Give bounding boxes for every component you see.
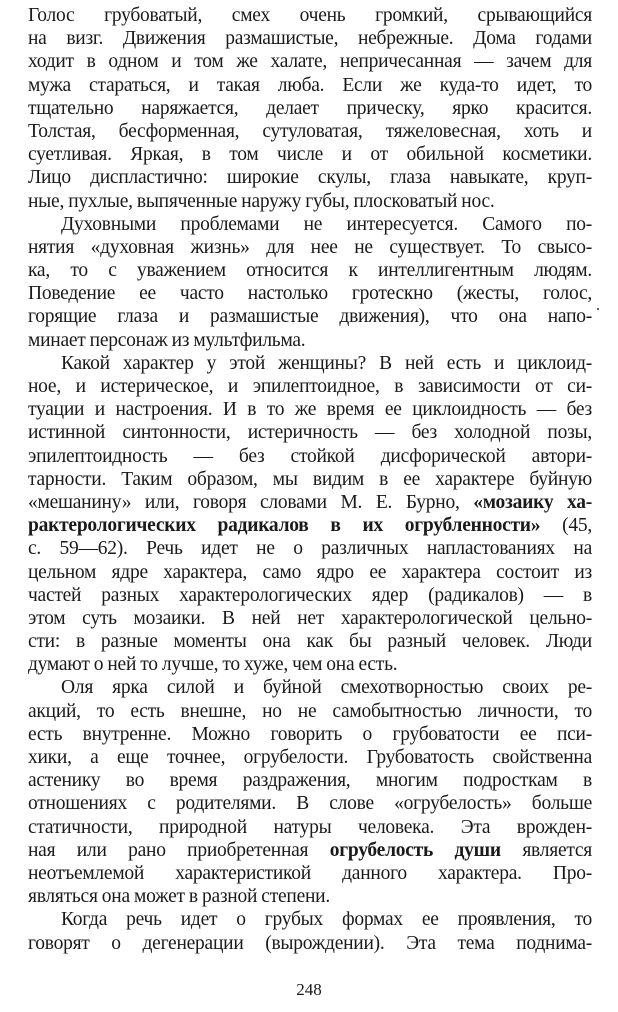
text-line — [28, 352, 592, 375]
text-line — [28, 839, 592, 862]
text-segment: отношениях с родителями. В слове «огрубелость» больше — [28, 793, 592, 815]
page-text — [28, 4, 592, 955]
paragraph — [28, 676, 592, 908]
text-line — [28, 213, 592, 236]
text-segment: на визг. Движения размашистые, небрежные. Дома годами — [28, 28, 592, 50]
text-line — [28, 166, 592, 189]
text-segment: этом суть мозаики. В ней нет характерологической цельно- — [28, 607, 592, 629]
text-segment: Оля ярка силой и буйной смехотворностью своих ре- — [61, 677, 592, 699]
text-segment: акций, то есть внешне, но не самобытностью личности, то — [28, 700, 592, 722]
text-segment: астенику во время раздражения, многим подросткам в — [28, 770, 592, 792]
text-line — [28, 421, 592, 444]
text-line — [28, 932, 592, 955]
text-segment: статичности, природной натуры человека. Эта врожден- — [28, 816, 592, 838]
text-line — [28, 653, 592, 676]
text-line — [28, 120, 592, 143]
text-line — [28, 50, 592, 73]
text-segment: мужа стараться, и такая люба. Если же куда-то идет, то — [28, 74, 592, 96]
text-segment: эпилептоидность — без стойкой дисфорической автори- — [28, 445, 592, 467]
paragraph — [28, 908, 592, 954]
text-line — [28, 862, 592, 885]
paragraph — [28, 352, 592, 677]
text-line — [28, 445, 592, 468]
text-segment: Толстая, бесформенная, сутуловатая, тяжеловесная, хоть и — [28, 120, 592, 142]
text-segment: Когда речь идет о грубых формах ее проявления, то — [61, 909, 592, 931]
text-segment: нятия «духовная жизнь» для нее не существует. То свысо- — [28, 236, 592, 258]
text-segment: (45, — [540, 515, 592, 537]
text-line — [28, 27, 592, 50]
text-line — [28, 259, 592, 282]
text-line — [28, 816, 592, 839]
text-segment: хики, а еще точнее, огрубелости. Грубоватость свойственна — [28, 747, 592, 768]
page-number: 248 — [296, 980, 322, 999]
text-segment: думают о ней то лучше, то хуже, чем она есть. — [28, 654, 398, 676]
text-line — [28, 143, 592, 166]
text-segment: тарности. Таким образом, мы видим в ее характере буйную — [28, 468, 592, 490]
text-line — [28, 305, 592, 328]
text-segment: говорят о дегенерации (вырождении). Эта тема поднима- — [28, 932, 592, 954]
text-segment: «мешанину» или, говоря словами М. Е. Бурно, — [28, 491, 474, 513]
text-line — [28, 4, 592, 27]
text-line — [28, 676, 592, 699]
text-segment: является — [500, 839, 592, 861]
text-segment: суетливая. Яркая, в том числе и от обильной косметики. — [28, 144, 592, 166]
text-line — [28, 329, 592, 352]
text-segment: Лицо диспластично: широкие скулы, глаза навыкате, круп- — [28, 167, 592, 189]
text-segment: туации и настроения. И в то же время ее циклоидность — без — [28, 399, 592, 421]
text-segment: ка, то с уважением относится к интеллигентным людям. — [28, 260, 592, 282]
text-line — [28, 282, 592, 305]
text-line — [28, 537, 592, 560]
paragraph — [28, 213, 592, 352]
text-segment: цельном ядре характера, само ядро ее характера состоит из — [28, 561, 592, 583]
text-segment: Духовными проблемами не интересуется. Самого по- — [61, 213, 592, 235]
text-line — [28, 792, 592, 815]
scan-speck — [597, 308, 599, 310]
text-segment: Поведение ее часто настолько гротескно (жесты, голос, — [28, 283, 592, 305]
text-line — [28, 468, 592, 491]
text-segment: ная или рано приобретенная — [28, 839, 330, 861]
text-segment: неотъемлемой характеристикой данного характера. Про- — [28, 862, 592, 884]
text-segment: минает персонаж из мультфильма. — [28, 329, 306, 351]
text-line — [28, 723, 592, 746]
text-line — [28, 908, 592, 931]
text-segment: Какой характер у этой женщины? В ней есть и циклоид- — [61, 352, 592, 374]
text-line — [28, 190, 592, 213]
text-segment: являться она может в разной степени. — [28, 886, 330, 908]
text-line — [28, 885, 592, 908]
text-segment: с. 59—62). Речь идет не о различных напластованиях на — [28, 538, 592, 560]
text-line — [28, 769, 592, 792]
text-line — [28, 74, 592, 97]
text-segment: горящие глаза и размашистые движения), что она напо- — [28, 306, 592, 328]
paragraph — [28, 4, 592, 213]
text-line — [28, 607, 592, 630]
text-line — [28, 97, 592, 120]
text-line — [28, 561, 592, 584]
text-line — [28, 700, 592, 723]
text-line — [28, 491, 592, 514]
text-segment: ходит в одном и том же халате, непричесанная — зачем для — [28, 51, 592, 73]
text-line — [28, 398, 592, 421]
text-line — [28, 375, 592, 398]
text-line — [28, 514, 592, 537]
text-line — [28, 746, 592, 769]
text-segment: ные, пухлые, выпяченные наружу губы, плосковатый нос. — [28, 190, 495, 212]
text-segment: ное, и истерическое, и эпилептоидное, в зависимости от си- — [28, 376, 592, 397]
text-segment: есть внутренне. Можно говорить о грубоватости ее пси- — [28, 723, 592, 745]
bold-text-segment: «мозаику ха- — [473, 491, 593, 513]
bold-text-segment: рактерологических радикалов в их огрубленности» — [28, 515, 541, 537]
text-segment: тщательно наряжается, делает прическу, ярко красится. — [28, 97, 592, 119]
text-line — [28, 236, 592, 259]
text-line — [28, 584, 592, 607]
text-segment: истинной синтонности, истеричность — без холодной позы, — [28, 422, 592, 444]
bold-text-segment: огрубелость души — [329, 839, 501, 861]
text-line — [28, 630, 592, 653]
text-segment: сти: в разные моменты она как бы разный человек. Люди — [28, 631, 592, 653]
text-segment: частей разных характерологических ядер (радикалов) — в — [28, 584, 592, 606]
text-segment: Голос грубоватый, смех очень громкий, срывающийся — [28, 5, 592, 26]
